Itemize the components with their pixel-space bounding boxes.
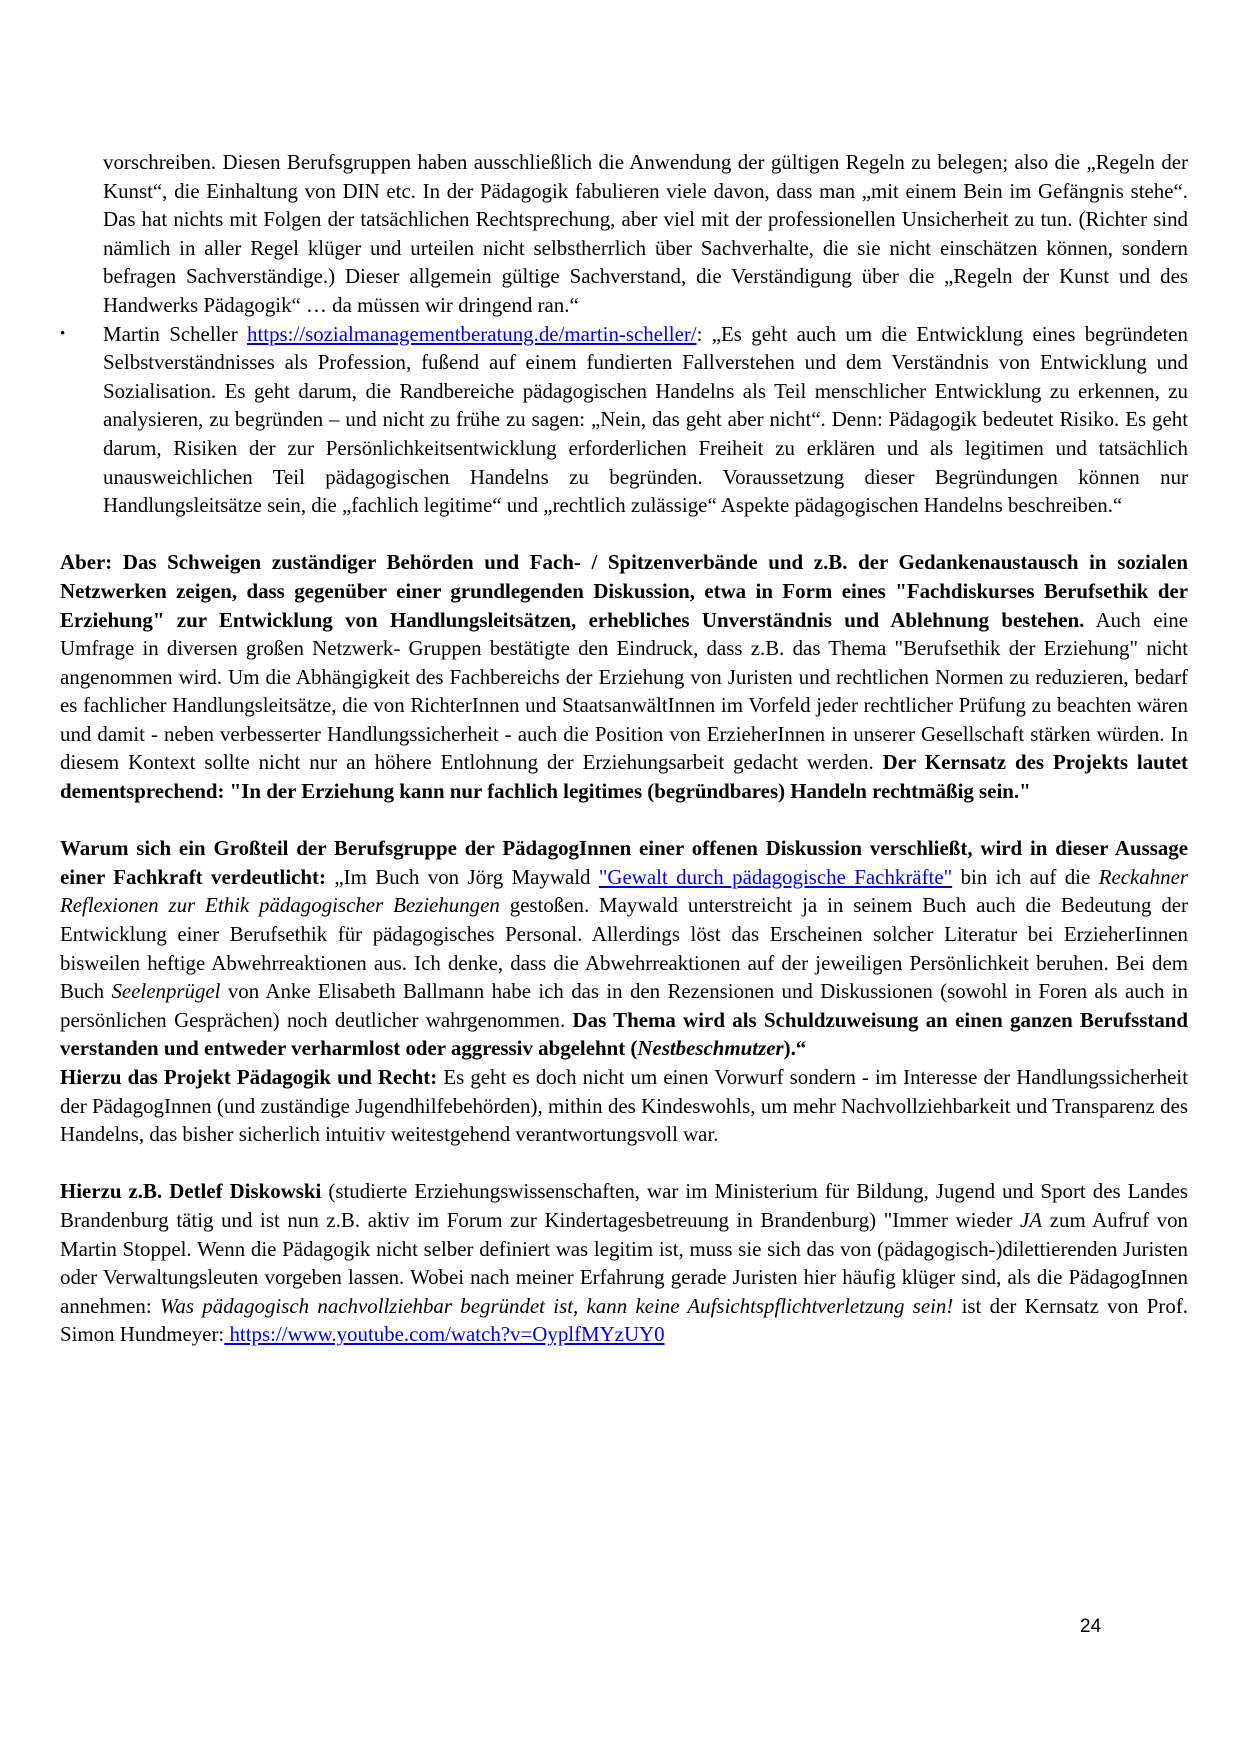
spacer [60,520,1188,549]
spacer [60,806,1188,835]
page-number: 24 [1080,1616,1102,1637]
paragraph-warum [60,834,1188,1063]
paragraph-text: von Anke Elisabeth Ballmann habe ich das in den Rezensionen und Diskussionen (sowohl in Foren als auch in persönlichen Gesprächen) noch deutlicher wahrgenommen. [60,979,1188,1032]
core-statement: Der Kernsatz des Projekts lautet dementsprechend: "In der Erziehung kann nur fachlich legitimes (begründbares) Handeln rechtmäßig sein." [60,750,1188,804]
italic-word: JA [1020,1207,1043,1232]
paragraph-text: zum Aufruf von Martin Stoppel. Wenn die Pädagogik nicht selber definiert was legitim ist, muss sie sich das von (pädagogisch-)dilettierenden Juristen oder Verwaltungsleuten vorgeben lassen. Wobei nach meiner Erfahrung gerade Juristen hier häufig klüger sind, als die PädagogInnen annehmen: [60,1207,1188,1318]
author-name: Martin Scheller [103,321,248,346]
bold-statement: Warum sich ein Großteil der Berufsgruppe der PädagogInnen einer offenen Diskussion verschließt, wird in dieser Aussage einer Fachkraft verdeutlicht: [60,836,1188,889]
quote-text: : „Es geht auch um die Entwicklung eines begründeten Selbstverständnisses als Profession, fußend auf einem fundierten Fallverstehen und dem Verständnis von Entwicklung und Sozialisation. Es geht darum, die Randbereiche pädagogischen Handelns als Teil menschlicher Entwicklung zu erkennen, zu analysieren, zu begründen – und nicht zu frühe zu sagen: „Nein, das geht aber nicht“. Denn: Pädagogik bedeutet Risiko. Es geht darum, Risiken der zur Persönlichkeitsentwicklung erforderlichen Freiheit zu erklären und als legitimen und tatsächlich unausweichlichen Teil pädagogischen Handelns zu begründen. Voraussetzung dieser Begründungen können nur Handlungsleitsätze sein, die „fachlich legitime“ und „rechtlich zulässige“ Aspekte pädagogischen Handelns beschreiben.“ [103,321,1188,518]
bold-statement: Das Thema wird als Schuldzuweisung an einen ganzen Berufsstand verstanden und entweder verharmlost oder aggressiv abgelehnt ( [60,1007,1189,1061]
paragraph-hierzu-projekt [60,1063,1188,1149]
paragraph-diskowski [60,1177,1188,1349]
paragraph-text: „Im Buch von Jörg Maywald [325,864,599,889]
bold-statement: Aber: Das Schweigen zuständiger Behörden und Fach- / Spitzenverbände und z.B. der Gedankenaustausch in sozialen Netzwerken zeigen, dass gegenüber einer grundlegenden Diskussion, etwa in Form eines "Fachdiskurses Berufsethik der Erziehung" zur Entwicklung von Handlungsleitsätzen, erhebliches Unverständnis und Ablehnung bestehen. [60,550,1188,632]
scheller-link[interactable]: https://sozialmanagementberatung.de/martin-scheller/ [247,321,697,346]
paragraph-aber [60,548,1188,805]
paragraph-text: gestoßen. Maywald unterstreicht ja in seinem Buch auch die Bedeutung der Entwicklung einer Berufsethik für pädagogisches Personal. Allerdings löst das Erscheinen solcher Literatur bei ErzieherIinnen bisweilen heftige Abwehrreaktionen aus. Ich denke, dass die Abwehrreaktionen auf der jeweiligen Persönlichkeit beruhen. Bei dem Buch [60,893,1188,1004]
italic-title: Seelenprügel [111,979,221,1004]
bold-lead: Hierzu das Projekt Pädagogik und Recht: [60,1065,438,1089]
bullet-item-scheller [60,320,1188,520]
bold-lead: Hierzu z.B. Detlef Diskowski [60,1179,322,1204]
paragraph-text: Auch eine Umfrage in diversen großen Netzwerk- Gruppen bestätigte den Eindruck, dass z.B. das Thema "Berufsethik der Erziehung" nicht angenommen wird. Um die Abhängigkeit des Fachbereichs der Erziehung von Juristen und rechtlichen Normen zu reduzieren, bedarf es fachlicher Handlungsleitsätze, die von RichterInnen und StaatsanwältInnen im Vorfeld jeder rechtlicher Prüfung zu beachten wären und damit - neben verbesserter Handlungssicherheit - auch die Position von ErzieherInnen in unserer Gesellschaft stärken würden. In diesem Kontext sollte nicht nur an höhere Entlohnung der Erziehungsarbeit gedacht werden. [60,607,1188,775]
bold-italic-term: Nestbeschmutzer [637,1036,784,1061]
document-body [60,148,1188,1349]
paragraph-text: bin ich auf die [952,864,1099,889]
book-link[interactable]: "Gewalt durch pädagogische Fachkräfte" [598,864,953,889]
bold-statement: ).“ [783,1036,807,1061]
italic-title: Reckahner Reflexionen zur Ethik pädagogischer Beziehungen [60,864,1189,918]
paragraph-text: Es geht es doch nicht um einen Vorwurf sondern - im Interesse der Handlungssicherheit der PädagogInnen (und zuständige Jugendhilfebehörden), mithin des Kindeswohls, um mehr Nachvollziehbarkeit und Transparenz des Handelns, das bisher sicherlich intuitiv weitestgehend verantwortungsvoll war. [60,1065,1189,1147]
bullet-icon: • [60,325,66,342]
paragraph-text: ist der Kernsatz von Prof. Simon Hundmeyer: [60,1293,1188,1347]
paragraph-continuation: vorschreiben. Diesen Berufsgruppen haben ausschließlich die Anwendung der gültigen Regeln zu belegen; also die „Regeln der Kunst“, die Einhaltung von DIN etc. In der Pädagogik fabulieren viele davon, dass man „mit einem Bein im Gefängnis stehe“. Das hat nichts mit Folgen der tatsächlichen Rechtsprechung, aber viel mit der professionellen Unsicherheit zu tun. (Richter sind nämlich in aller Regel klüger und urteilen nicht selbstherrlich über Sachverhalte, die sie nicht einschätzen können, sondern befragen Sachverständige.) Dieser allgemein gültige Sachverstand, die Verständigung über die „Regeln der Kunst und des Handwerks Pädagogik“ … da müssen wir dringend ran.“ [103,150,1188,317]
paragraph-text: (studierte Erziehungswissenschaften, war im Ministerium für Bildung, Jugend und Sport des Landes Brandenburg tätig und ist nun z.B. aktiv im Forum zur Kindertagesbetreuung in Brandenburg) "Immer wieder [60,1179,1188,1232]
youtube-link[interactable]: https://www.youtube.com/watch?v=OyplfMYzUY0 [224,1322,665,1347]
italic-quote: Was pädagogisch nachvollziehbar begründet ist, kann keine Aufsichtspflichtverletzung sein! [159,1293,954,1318]
spacer [60,1149,1188,1178]
